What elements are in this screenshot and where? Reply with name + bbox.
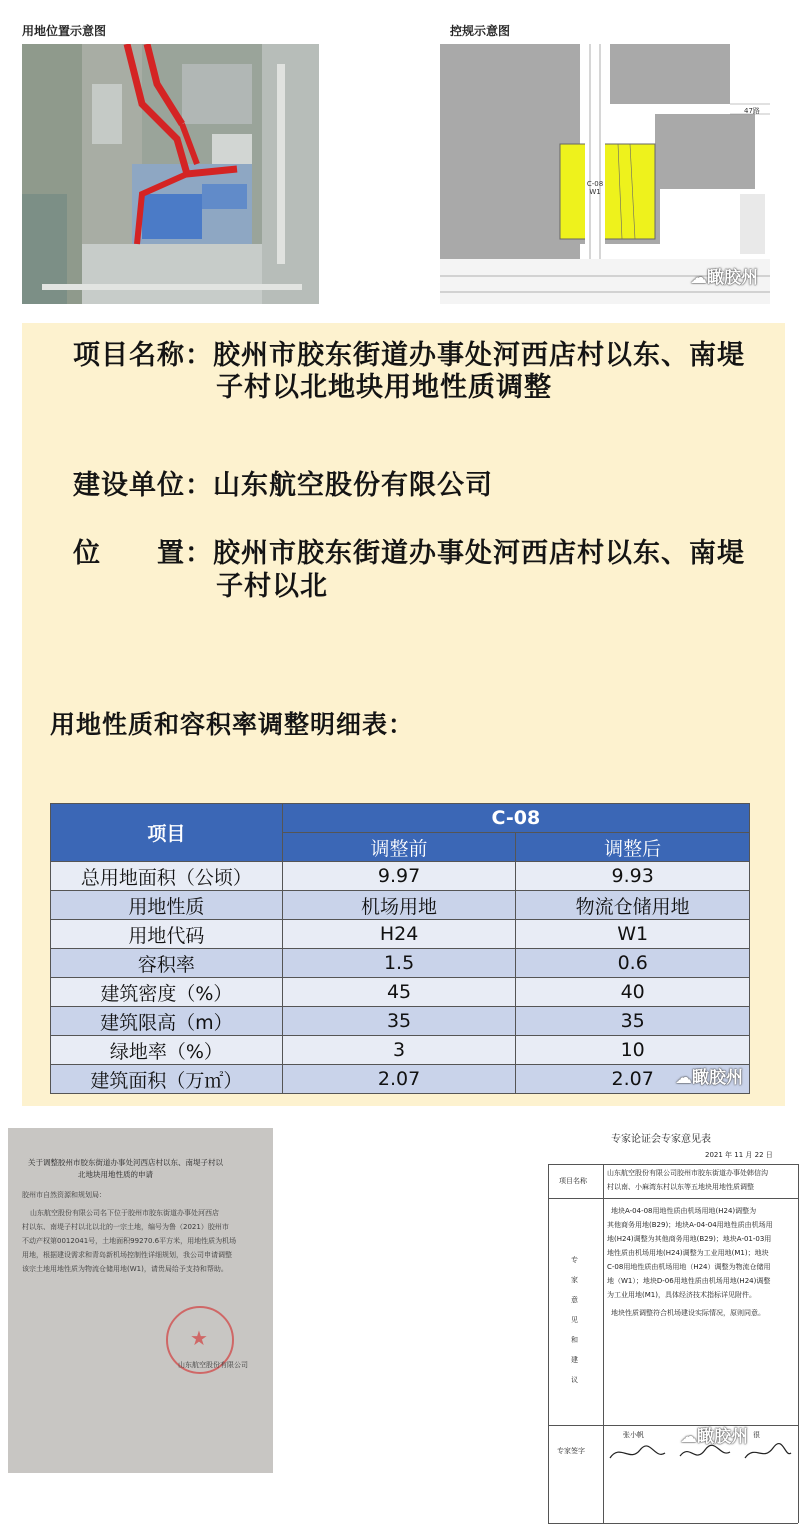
location-line1 [73,536,745,572]
plot-label-code: C-08 [586,180,604,188]
project-name-line1 [73,338,745,374]
table-row [51,1065,750,1094]
row-item: 建筑密度（%） [51,978,283,1007]
expert-name-3: 很 [753,1431,760,1439]
row-after: 35 [516,1007,750,1036]
letter-signer: 山东航空股份有限公司 [178,1361,248,1369]
form-border [603,1164,604,1523]
watermark-top [690,263,758,288]
project-name-label: 项目名称 [559,1177,587,1185]
row-item: 建筑面积（万㎡） [51,1065,283,1094]
row-after: 0.6 [516,949,750,978]
row-after: 10 [516,1036,750,1065]
wechat-icon: ☁ [690,268,707,288]
table-row [51,978,750,1007]
row-item: 建筑限高（m） [51,1007,283,1036]
opinion-2: 其他商务用地(B29)；地块A-04-04用地性质由机场用 [607,1221,773,1229]
location-satellite-map [22,44,319,304]
table-row [51,920,750,949]
expert-opinion-form [545,1134,800,1525]
row-before: H24 [282,920,516,949]
letter-body-1: 山东航空股份有限公司名下位于胶州市胶东街道办事处河西店 [30,1209,219,1217]
sign-label: 专家签字 [557,1447,585,1455]
form-border [548,1425,798,1426]
watermark-bottom [680,1422,748,1447]
seal-star-icon: ★ [190,1326,208,1350]
row-after: W1 [516,920,750,949]
location-value-2: 子村以北 [216,571,328,602]
letter-body-2: 村以东、南堤子村以北以北的一宗土地，编号为鲁（2021）胶州市 [22,1223,229,1231]
letter-body-5: 该宗土地用地性质为物流仓储用地(W1)，请贵局给予支持和帮助。 [22,1265,228,1273]
watermark-middle [675,1063,743,1088]
form-date: 2021 年 11 月 22 日 [705,1151,773,1159]
location-map-caption: 用地位置示意图 [22,24,107,38]
wechat-icon: ☁ [675,1068,692,1088]
header-item: 项目 [51,804,283,862]
form-border [548,1198,798,1199]
plot-label [580,180,610,196]
row-before: 机场用地 [282,891,516,920]
row-after: 2.07 [516,1065,750,1094]
header-plot: C-08 [282,804,749,833]
wechat-icon: ☁ [680,1427,697,1447]
form-title: 专家论证会专家意见表 [611,1134,711,1145]
row-before: 1.5 [282,949,516,978]
opinion-6: 地（W1）；地块D-06用地性质由机场用地(H24)调整 [607,1277,771,1285]
row-item: 用地代码 [51,920,283,949]
opinion-7: 为工业用地(M1)，具体经济技术指标详见附件。 [607,1291,756,1299]
opinion-4: 地性质由机场用地(H24)调整为工业用地(M1)；地块 [607,1249,769,1257]
opinion-3: 地(H24)调整为其他商务用地(B29)；地块A-01-03用 [607,1235,772,1243]
row-item: 容积率 [51,949,283,978]
row-item: 用地性质 [51,891,283,920]
form-project-2: 村以南、小麻湾东村以东等五地块用地性质调整 [607,1183,754,1191]
table-row [51,891,750,920]
row-before: 2.07 [282,1065,516,1094]
letter-body-4: 用地，根据建设需求和青岛新机场控制性详细规划，我公司申请调整 [22,1251,232,1259]
header-before: 调整前 [282,833,516,862]
expert-name-1: 张小帆 [623,1431,644,1439]
row-item: 总用地面积（公顷） [51,862,283,891]
table-row [51,1007,750,1036]
row-before: 45 [282,978,516,1007]
construction-unit [73,468,493,504]
watermark-bottom-text: 瞰胶州 [697,1427,748,1447]
header-after: 调整后 [516,833,750,862]
table-title: 用地性质和容积率调整明细表： [50,710,415,739]
opinion-8: 地块性质调整符合机场建设实际情况，原则同意。 [611,1309,765,1317]
table-row [51,949,750,978]
adjustment-table [50,803,750,1094]
form-border [548,1164,549,1523]
control-map-caption: 控规示意图 [450,24,511,38]
location-value-1: 胶州市胶东街道办事处河西店村以东、南堤 [213,538,745,569]
opinion-1: 地块A-04-08用地性质由机场用地(H24)调整为 [611,1207,757,1215]
row-after: 9.93 [516,862,750,891]
table-row [51,862,750,891]
row-before: 35 [282,1007,516,1036]
letter-title-1: 关于调整胶州市胶东街道办事处河西店村以东、南堤子村以 [28,1158,223,1167]
table-row [51,1036,750,1065]
letter-title-2: 北地块用地性质的申请 [78,1170,153,1179]
opinion-label: 专家意见和建议 [571,1256,578,1384]
letter-body-3: 不动产权第0012041号，土地面积99270.6平方米，用地性质为机场 [22,1237,237,1245]
application-letter-photo [8,1128,273,1473]
row-after: 物流仓储用地 [516,891,750,920]
watermark-middle-text: 瞰胶州 [692,1068,743,1088]
project-name-label: 项目名称： [73,340,213,371]
construction-unit-label: 建设单位： [73,470,213,501]
construction-unit-value: 山东航空股份有限公司 [213,470,493,501]
form-border [548,1164,798,1165]
row-before: 3 [282,1036,516,1065]
project-name-value-2: 子村以北地块用地性质调整 [216,372,552,403]
road-label: 47路 [744,107,760,115]
row-before: 9.97 [282,862,516,891]
form-border [548,1523,798,1524]
project-name-value-1: 胶州市胶东街道办事处河西店村以东、南堤 [213,340,745,371]
row-after: 40 [516,978,750,1007]
form-border [798,1164,799,1523]
form-project-1: 山东航空股份有限公司胶州市胶东街道办事处韩信沟 [607,1169,768,1177]
plot-label-use: W1 [589,188,601,196]
location-label: 位 置： [73,538,213,569]
opinion-5: C-08用地性质由机场用地（H24）调整为物流仓储用 [607,1263,771,1271]
row-item: 绿地率（%） [51,1036,283,1065]
watermark-top-text: 瞰胶州 [707,268,758,288]
letter-salutation: 胶州市自然资源和规划局： [22,1191,106,1199]
